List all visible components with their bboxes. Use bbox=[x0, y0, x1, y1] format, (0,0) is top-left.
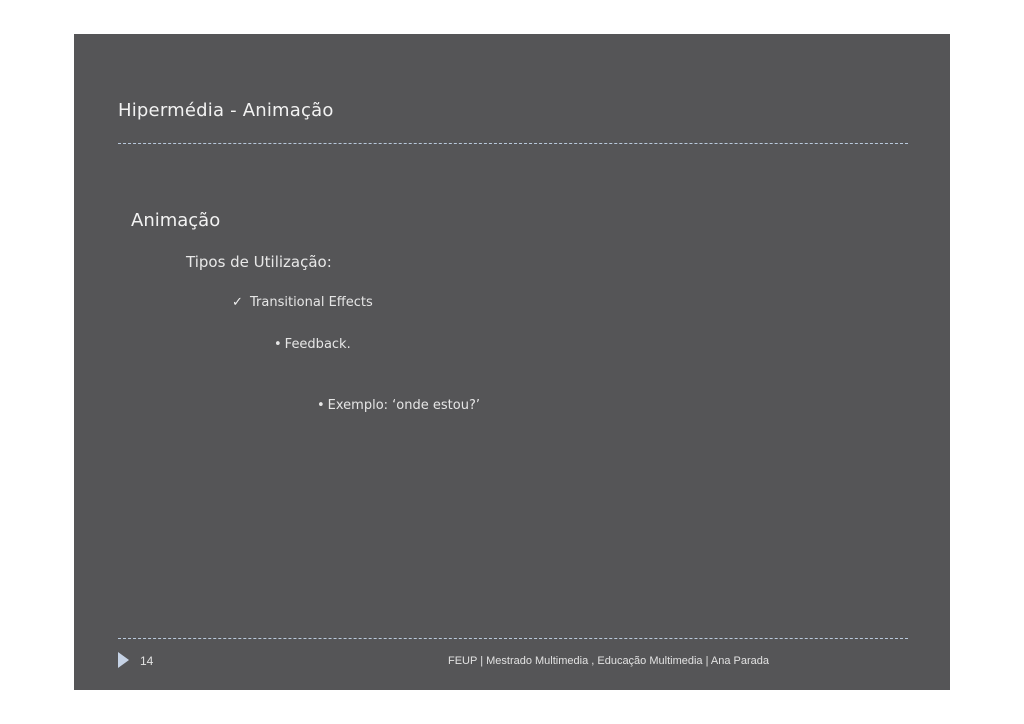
bullet-dot: • bbox=[274, 337, 282, 352]
page-number: 14 bbox=[140, 654, 154, 668]
bullet-item-label: Exemplo: ‘onde estou?’ bbox=[327, 398, 480, 413]
footer-text: FEUP | Mestrado Multimedia , Educação Multimedia | Ana Parada bbox=[448, 655, 769, 667]
sub-heading: Tipos de Utilização: bbox=[186, 253, 332, 271]
section-heading: Animação bbox=[131, 210, 221, 231]
triangle-right-icon bbox=[118, 652, 129, 668]
slide bbox=[74, 34, 950, 690]
check-list-item bbox=[232, 295, 373, 310]
bullet-item-example bbox=[317, 398, 480, 413]
bullet-item-feedback bbox=[274, 337, 351, 352]
footer-divider bbox=[118, 638, 908, 639]
bullet-dot: • bbox=[317, 398, 325, 413]
checkmark-icon: ✓ bbox=[232, 295, 243, 310]
check-list-item-label: Transitional Effects bbox=[250, 295, 373, 310]
slide-header-title: Hipermédia - Animação bbox=[118, 100, 334, 121]
bullet-item-label: Feedback. bbox=[284, 337, 351, 352]
header-divider bbox=[118, 143, 908, 144]
